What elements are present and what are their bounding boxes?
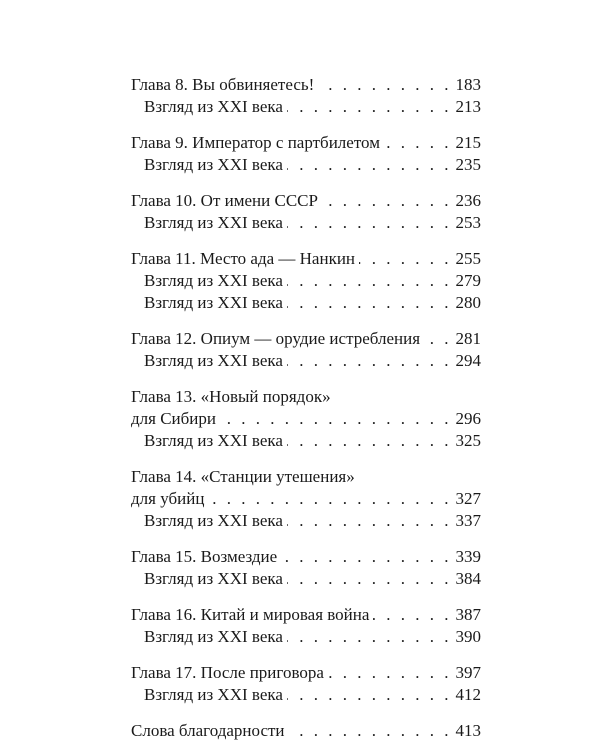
dot-leader	[287, 96, 452, 118]
dot-leader	[287, 684, 452, 706]
toc-group	[131, 190, 481, 234]
toc-page-number: 215	[455, 133, 481, 152]
toc-page-number: 339	[455, 547, 481, 566]
dot-leader	[208, 488, 451, 510]
toc-entry-title: Глава 15. Возмездие	[131, 547, 278, 566]
toc-entry	[131, 74, 481, 96]
toc-entry-title: Взгляд из XXI века	[144, 293, 283, 312]
dot-leader	[318, 74, 451, 96]
toc-entry-title: Глава 8. Вы обвиняетесь!	[131, 75, 315, 94]
toc-subentry	[131, 626, 481, 648]
toc-subentry	[131, 96, 481, 118]
toc-entry-title: Взгляд из XXI века	[144, 685, 283, 704]
toc-page-number: 390	[455, 627, 481, 646]
dot-leader	[287, 510, 452, 532]
toc-page-number: 327	[455, 489, 481, 508]
toc-entry-title: Глава 12. Опиум — орудие истребления	[131, 329, 421, 348]
toc-entry	[131, 328, 481, 350]
toc-entry	[131, 132, 481, 154]
toc-group	[131, 466, 481, 532]
toc-page-number: 337	[455, 511, 481, 530]
toc-entry-title: Взгляд из XXI века	[144, 351, 283, 370]
toc-subentry	[131, 350, 481, 372]
toc-page-number: 183	[455, 75, 481, 94]
toc-group	[131, 604, 481, 648]
toc-entry	[131, 190, 481, 212]
toc-group	[131, 248, 481, 314]
toc-page-number: 255	[455, 249, 481, 268]
toc-entry-title: Взгляд из XXI века	[144, 213, 283, 232]
toc-entry-title: Взгляд из XXI века	[144, 511, 283, 530]
toc-entry-title: Глава 11. Место ада — Нанкин	[131, 249, 356, 268]
toc-subentry	[131, 270, 481, 292]
toc-group	[131, 328, 481, 372]
dot-leader	[322, 190, 452, 212]
toc-page-number: 397	[455, 663, 481, 682]
toc-page-number: 384	[455, 569, 481, 588]
toc-page-number: 281	[455, 329, 481, 348]
toc-entry	[131, 720, 481, 742]
toc-entry-title: для Сибири	[131, 409, 216, 428]
toc-page-number: 213	[455, 97, 481, 116]
toc-entry-title: Взгляд из XXI века	[144, 155, 283, 174]
toc-subentry	[131, 684, 481, 706]
toc-entry	[131, 466, 481, 488]
toc-page-number: 279	[455, 271, 481, 290]
toc-page-number: 325	[455, 431, 481, 450]
dot-leader	[287, 568, 452, 590]
toc-page-number: 236	[455, 191, 481, 210]
dot-leader	[373, 604, 451, 626]
toc-entry	[131, 248, 481, 270]
toc-entry-title: Взгляд из XXI века	[144, 271, 283, 290]
toc-page-number: 294	[455, 351, 481, 370]
toc-subentry	[131, 292, 481, 314]
toc-entry	[131, 546, 481, 568]
toc-page-number: 387	[455, 605, 481, 624]
toc-entry	[131, 386, 481, 408]
table-of-contents	[131, 74, 481, 756]
toc-group	[131, 132, 481, 176]
toc-subentry	[131, 430, 481, 452]
toc-entry-title: для убийц	[131, 489, 205, 508]
dot-leader	[328, 662, 452, 684]
toc-group	[131, 662, 481, 706]
toc-group	[131, 386, 481, 452]
toc-entry-title: Глава 14. «Станции утешения»	[131, 467, 355, 486]
toc-entry-title: Взгляд из XXI века	[144, 627, 283, 646]
toc-subentry	[131, 568, 481, 590]
dot-leader	[359, 248, 451, 270]
dot-leader	[287, 430, 452, 452]
dot-leader	[281, 546, 451, 568]
toc-page-number: 296	[455, 409, 481, 428]
toc-entry-title: Слова благодарности	[131, 721, 285, 740]
toc-entry	[131, 662, 481, 684]
toc-page-number: 253	[455, 213, 481, 232]
dot-leader	[220, 408, 452, 430]
toc-page-number: 412	[455, 685, 481, 704]
toc-entry-title: Глава 16. Китай и мировая война	[131, 605, 370, 624]
toc-group	[131, 74, 481, 118]
toc-entry-title: Глава 10. От имени СССР	[131, 191, 318, 210]
toc-subentry	[131, 510, 481, 532]
dot-leader	[287, 350, 452, 372]
toc-entry	[131, 408, 481, 430]
toc-entry-title: Взгляд из XXI века	[144, 569, 283, 588]
dot-leader	[287, 292, 452, 314]
toc-entry-title: Взгляд из XXI века	[144, 431, 283, 450]
toc-subentry	[131, 212, 481, 234]
toc-subentry	[131, 154, 481, 176]
toc-group	[131, 720, 481, 742]
toc-page-number: 235	[455, 155, 481, 174]
toc-entry	[131, 488, 481, 510]
dot-leader	[287, 270, 452, 292]
dot-leader	[287, 154, 452, 176]
toc-group	[131, 546, 481, 590]
dot-leader	[289, 720, 452, 742]
toc-entry-title: Глава 9. Император с партбилетом	[131, 133, 380, 152]
dot-leader	[287, 212, 452, 234]
toc-page-number: 280	[455, 293, 481, 312]
dot-leader	[384, 132, 452, 154]
toc-entry-title: Взгляд из XXI века	[144, 97, 283, 116]
toc-entry-title: Глава 17. После приговора	[131, 663, 324, 682]
toc-page-number: 413	[455, 721, 481, 740]
dot-leader	[424, 328, 451, 350]
toc-entry-title: Глава 13. «Новый порядок»	[131, 387, 331, 406]
toc-entry	[131, 604, 481, 626]
dot-leader	[287, 626, 452, 648]
